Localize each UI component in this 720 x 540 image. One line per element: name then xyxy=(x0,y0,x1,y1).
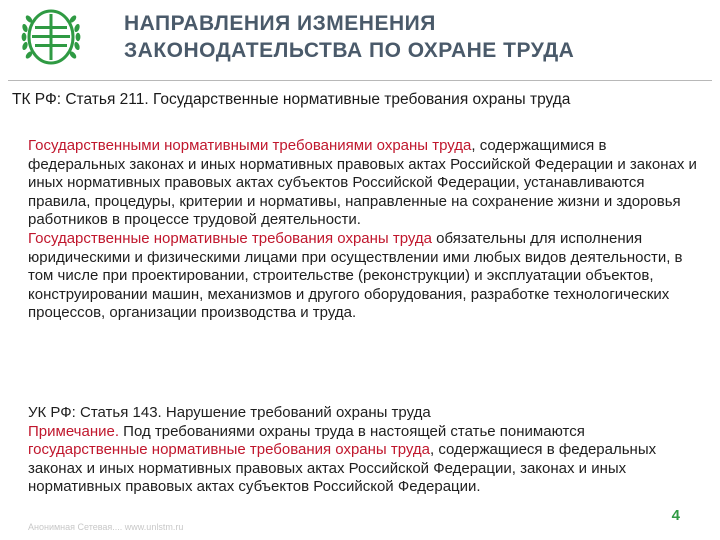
p1-highlight: Государственными нормативными требованиями охраны труда xyxy=(28,137,472,154)
p2-text: обязательны для исполнения юридическими и физическими лицами при осуществлении ими любых видов деятельности, в том числе при проектировании, строительстве (реконструкции) и эксплуатации объектов, конструировании машин, механизмов и другого оборудования, разработке технологических процессов, организации производства и труда. xyxy=(28,229,683,322)
article-subtitle: ТК РФ: Статья 211. Государственные нормативные требования охраны труда xyxy=(12,91,571,108)
wheat-globe-logo-icon xyxy=(20,6,82,68)
p3-highlight: государственные нормативные требования охраны труда xyxy=(28,441,431,459)
page-title xyxy=(124,10,574,64)
note-text: Под требованиями охраны труда в настоящей статье понимаются xyxy=(119,422,585,440)
paragraph-block-2 xyxy=(28,404,706,497)
uk-article-heading: УК РФ: Статья 143. Нарушение требований охраны труда xyxy=(28,404,431,421)
paragraph-block-1 xyxy=(28,137,706,323)
page-number: 4 xyxy=(671,507,680,524)
watermark: Анонимная Сетевая.... www.unlstm.ru xyxy=(28,522,184,532)
title-line-1: НАПРАВЛЕНИЯ ИЗМЕНЕНИЯ xyxy=(124,12,436,35)
header-divider xyxy=(8,80,712,81)
p2-highlight: Государственные нормативные требования охраны труда xyxy=(28,229,433,247)
note-label: Примечание. xyxy=(28,422,119,440)
title-line-2: ЗАКОНОДАТЕЛЬСТВА ПО ОХРАНЕ ТРУДА xyxy=(124,39,575,62)
p3-text: , содержащиеся в федеральных законах и иных нормативных правовых актах Российской Федерации, законах и иных нормативных правовых актах субъектов Российской Федерации. xyxy=(28,441,657,496)
p1-text: , содержащимися в федеральных законах и иных нормативных правовых актах Российской Федерации и законах и иных нормативных правовых актах субъектов Российской Федерации, устанавливаются правила, процедуры, критерии и нормативы, направленные на сохранение жизни и здоровья работников в процессе трудовой деятельности. xyxy=(28,137,697,229)
